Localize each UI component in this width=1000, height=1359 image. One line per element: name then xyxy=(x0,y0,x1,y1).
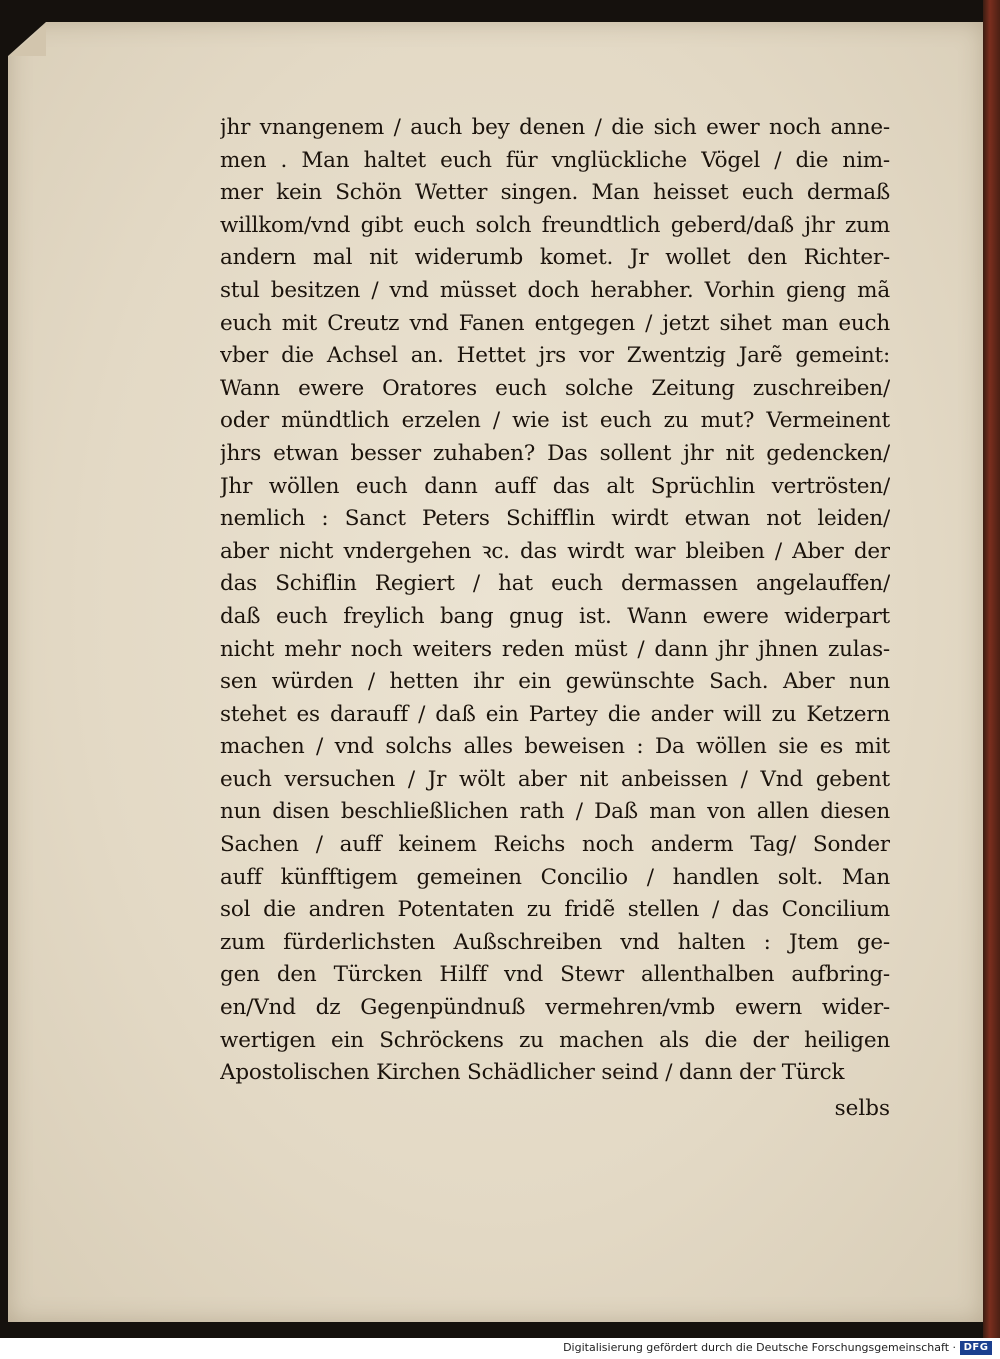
text-line: aber nicht vndergehen ꝛc. das wirdt war bleiben / Aber der xyxy=(220,538,890,564)
text-line: zum fürderlichsten Außschreiben vnd halten : Jtem ge- xyxy=(220,929,890,955)
text-line: nun disen beschließlichen rath / Daß man von allen diesen xyxy=(220,799,890,825)
book-spine-edge xyxy=(983,0,1000,1338)
text-line: sen würden / hetten ihr ein gewünschte Sach. Aber nun xyxy=(220,669,890,695)
text-line: Jhr wöllen euch dann auff das alt Sprüchlin vertrösten/ xyxy=(220,473,890,499)
page-corner-shadow xyxy=(8,22,46,56)
text-line: jhrs etwan besser zuhaben? Das sollent jhr nit gedencken/ xyxy=(220,440,890,466)
dfg-logo-icon[interactable]: DFG xyxy=(960,1341,992,1355)
text-line: gen den Türcken Hilff vnd Stewr allenthalben aufbring- xyxy=(220,962,890,988)
text-line: nicht mehr noch weiters reden müst / dann jhr jhnen zulas- xyxy=(220,636,890,662)
text-line: wertigen ein Schröckens zu machen als die der heiligen xyxy=(220,1027,890,1053)
text-line: das Schiflin Regiert / hat euch dermassen angelauffen/ xyxy=(220,571,890,597)
text-line: euch versuchen / Jr wölt aber nit anbeissen / Vnd gebent xyxy=(220,766,890,792)
text-line: nemlich : Sanct Peters Schifflin wirdt etwan not leiden/ xyxy=(220,506,890,532)
text-line: men . Man haltet euch für vnglückliche Vögel / die nim- xyxy=(220,147,890,173)
page-text-block xyxy=(220,112,890,1090)
text-line: en/Vnd dz Gegenpündnuß vermehren/vmb ewern wider- xyxy=(220,995,890,1021)
text-line: vber die Achsel an. Hettet jrs vor Zwentzig Jarẽ gemeint: xyxy=(220,343,890,369)
text-line: stehet es darauff / daß ein Partey die ander will zu Ketzern xyxy=(220,701,890,727)
text-line: andern mal nit widerumb komet. Jr wollet den Richter- xyxy=(220,245,890,271)
text-line: mer kein Schön Wetter singen. Man heisset euch dermaß xyxy=(220,180,890,206)
text-line: machen / vnd solchs alles beweisen : Da wöllen sie es mit xyxy=(220,734,890,760)
text-line: auff künfftigem gemeinen Concilio / handlen solt. Man xyxy=(220,864,890,890)
text-line: euch mit Creutz vnd Fanen entgegen / jetzt sihet man euch xyxy=(220,310,890,336)
text-line: oder mündtlich erzelen / wie ist euch zu mut? Vermeinent xyxy=(220,408,890,434)
text-line: Apostolischen Kirchen Schädlicher seind / dann der Türck xyxy=(220,1060,845,1086)
footer-bar xyxy=(0,1338,1000,1359)
text-line: daß euch freylich bang gnug ist. Wann ewere widerpart xyxy=(220,603,890,629)
text-line: jhr vnangenem / auch bey denen / die sich ewer noch anne- xyxy=(220,115,890,140)
text-line: sol die andren Potentaten zu fridẽ stellen / das Concilium xyxy=(220,897,890,923)
funding-note: Digitalisierung gefördert durch die Deutsche Forschungsgemeinschaft · xyxy=(563,1341,956,1354)
text-line: Wann ewere Oratores euch solche Zeitung zuschreiben/ xyxy=(220,375,890,401)
text-line: willkom/vnd gibt euch solch freundtlich geberd/daß jhr zum xyxy=(220,212,890,238)
text-line: stul besitzen / vnd müsset doch herabher. Vorhin gieng mã xyxy=(220,277,890,303)
catchword: selbs xyxy=(834,1096,890,1121)
text-line: Sachen / auff keinem Reichs noch anderm Tag/ Sonder xyxy=(220,832,890,858)
